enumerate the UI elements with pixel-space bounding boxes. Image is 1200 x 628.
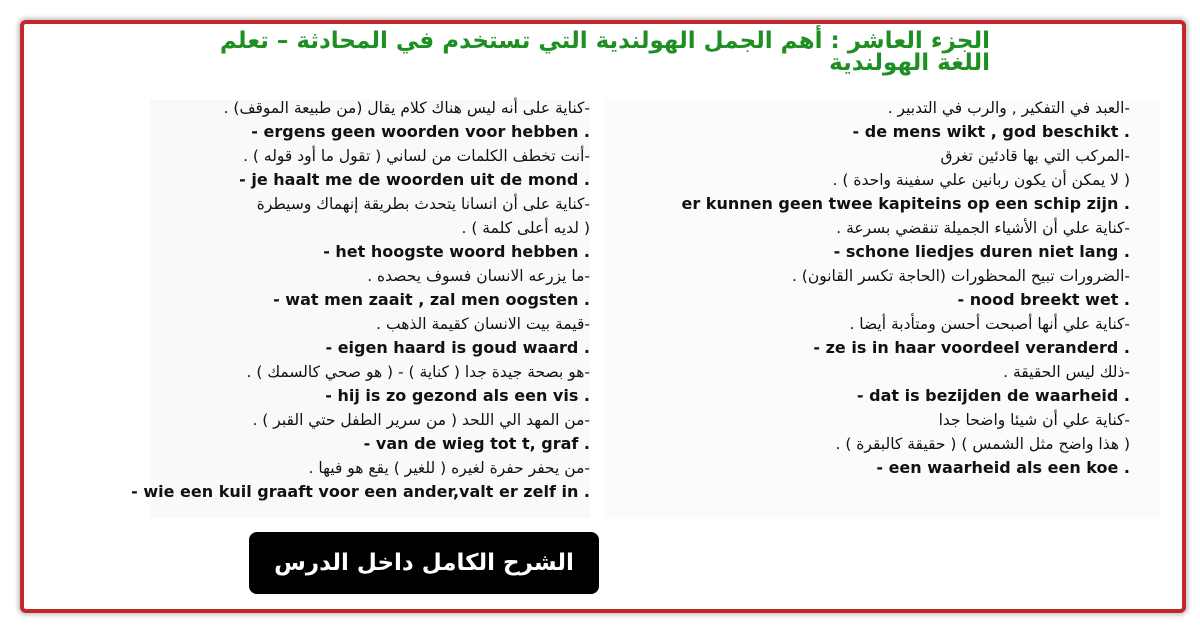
arabic-phrase-line: -المركب التي بها قادئين تغرق <box>940 147 1130 165</box>
left-phrase-column <box>120 96 590 504</box>
dutch-phrase-line: - wie een kuil graaft voor een ander,valt er zelf in . <box>131 482 590 501</box>
arabic-phrase-line: -ذلك ليس الحقيقة . <box>1003 363 1130 381</box>
dutch-phrase-line: - het hoogste woord hebben . <box>323 242 590 261</box>
dutch-phrase-line: - de mens wikt , god beschikt . <box>852 122 1130 141</box>
dutch-phrase-line: - een waarheid als een koe . <box>876 458 1130 477</box>
dutch-phrase-line: er kunnen geen twee kapiteins op een schip zijn . <box>681 194 1130 213</box>
arabic-phrase-line: -هو بصحة جيدة جدا ( كناية ) - ( هو صحي كالسمك ) . <box>246 363 590 381</box>
dutch-phrase-line: - hij is zo gezond als een vis . <box>325 386 590 405</box>
dutch-phrase-line: - dat is bezijden de waarheid . <box>856 386 1130 405</box>
arabic-phrase-line: -كناية على أن انسانا يتحدث بطريقة إنهماك وسيطرة <box>256 195 590 213</box>
arabic-phrase-line: -أنت تخطف الكلمات من لساني ( تقول ما أود قوله ) . <box>243 147 590 165</box>
arabic-phrase-line: -كناية علي أن شيئا واضحا جدا <box>938 411 1130 429</box>
arabic-phrase-line: -كناية علي أنها أصبحت أحسن ومتأدبة أيضا . <box>849 315 1130 333</box>
arabic-phrase-line: -الضرورات تبيح المحظورات (الحاجة تكسر القانون) . <box>791 267 1130 285</box>
arabic-phrase-line: -العبد في التفكير , والرب في التدبير . <box>887 99 1130 117</box>
arabic-phrase-line: ( هذا واضح مثل الشمس ) ( حقيقة كالبقرة ) . <box>835 435 1130 453</box>
dutch-phrase-line: - eigen haard is goud waard . <box>325 338 590 357</box>
dutch-phrase-line: - schone liedjes duren niet lang . <box>833 242 1130 261</box>
arabic-phrase-line: -كناية علي أن الأشياء الجميلة تنقضي بسرعة . <box>836 219 1130 237</box>
dutch-phrase-line: - ze is in haar voordeel veranderd . <box>813 338 1130 357</box>
arabic-phrase-line: -قيمة بيت الانسان كقيمة الذهب . <box>376 315 590 333</box>
lesson-title: الجزء العاشر : أهم الجمل الهولندية التي تستخدم في المحادثة – تعلم اللغة الهولندية <box>219 28 990 76</box>
dutch-phrase-line: - wat men zaait , zal men oogsten . <box>273 290 590 309</box>
arabic-phrase-line: ( لديه أعلى كلمة ) . <box>461 219 590 237</box>
arabic-phrase-line: -كناية على أنه ليس هناك كلام يقال (من طبيعة الموقف) . <box>223 99 590 117</box>
full-explanation-button[interactable]: الشرح الكامل داخل الدرس <box>249 532 599 594</box>
arabic-phrase-line: -من المهد الي اللحد ( من سرير الطفل حتي القبر ) . <box>252 411 590 429</box>
arabic-phrase-line: -من يحفر حفرة لغيره ( للغير ) يقع هو فيها . <box>308 459 590 477</box>
arabic-phrase-line: -ما يزرعه الانسان فسوف يحصده . <box>367 267 590 285</box>
dutch-phrase-line: - je haalt me de woorden uit de mond . <box>239 170 590 189</box>
right-phrase-column <box>660 96 1130 480</box>
arabic-phrase-line: ( لا يمكن أن يكون ربانين علي سفينة واحدة ) . <box>832 171 1130 189</box>
dutch-phrase-line: - van de wieg tot t, graf . <box>363 434 590 453</box>
dutch-phrase-line: - nood breekt wet . <box>957 290 1130 309</box>
dutch-phrase-line: - ergens geen woorden voor hebben . <box>251 122 590 141</box>
